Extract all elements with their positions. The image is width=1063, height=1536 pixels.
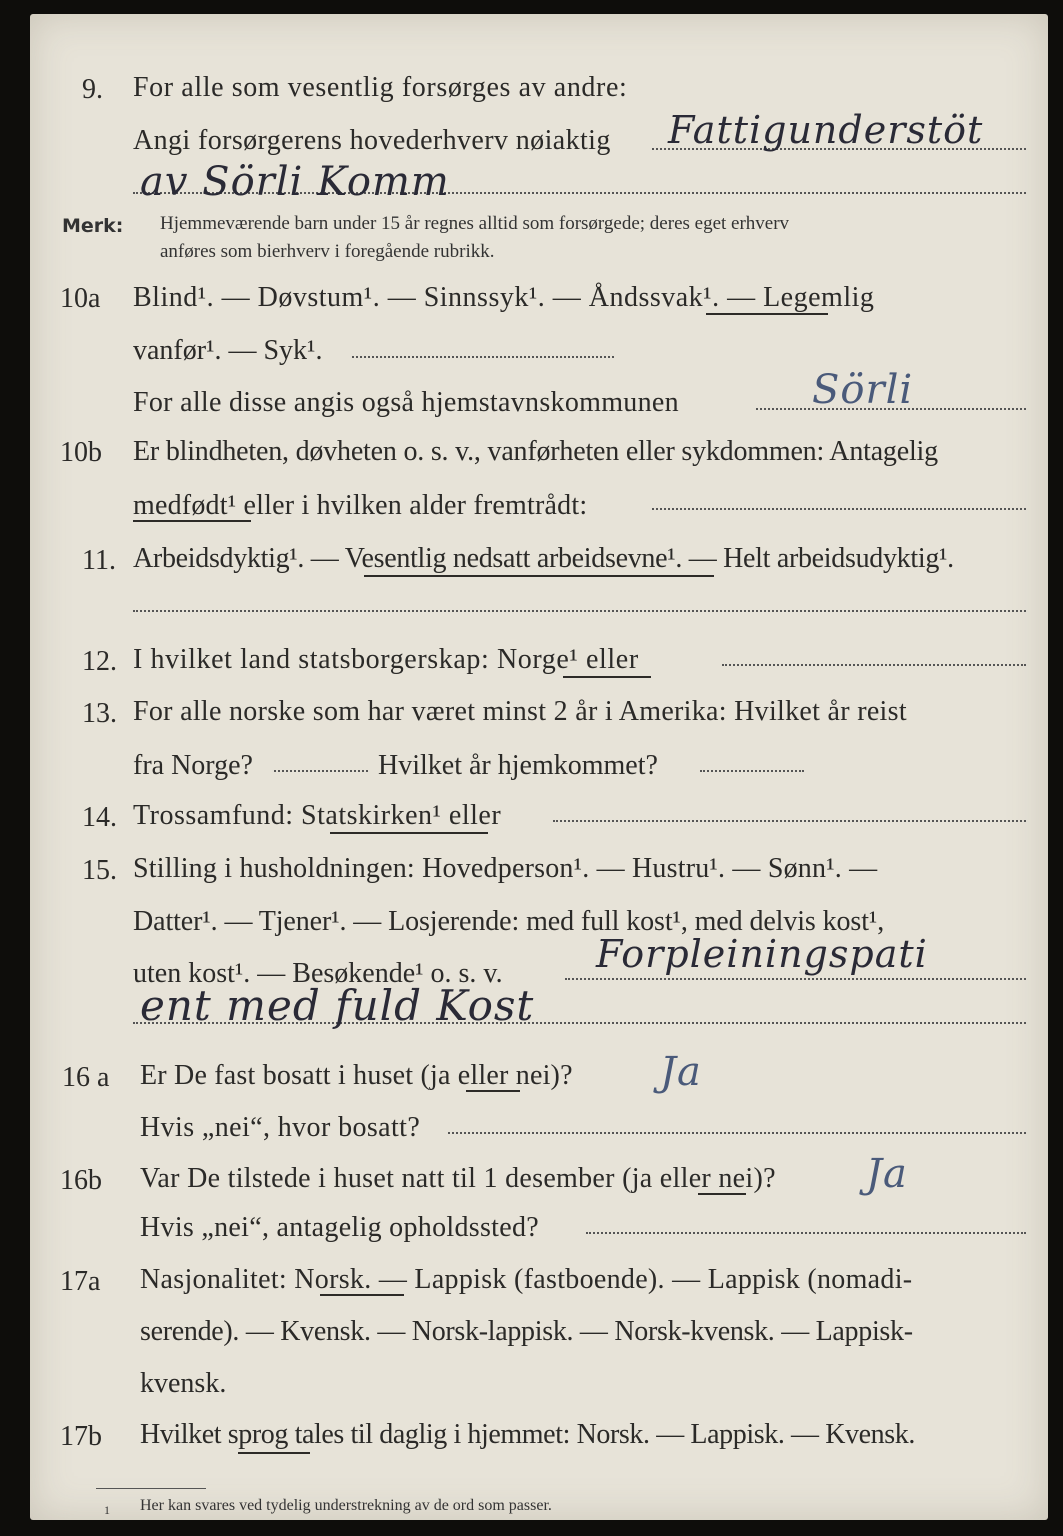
question-10b-number: 10b — [60, 437, 102, 468]
question-16a-subtext: Hvis „nei“, hvor bosatt? — [140, 1112, 421, 1143]
handwritten-answer-9b: av Sörli Komm — [140, 159, 450, 205]
question-16b-number: 16b — [60, 1165, 102, 1196]
question-10a-text: vanfør¹. — Syk¹. — [133, 335, 323, 366]
question-14-text: Trossamfund: Statskirken¹ eller — [133, 800, 502, 831]
question-17a-text: Nasjonalitet: Norsk. — Lappisk (fastboende). — Lappisk (nomadi- — [140, 1264, 913, 1295]
answer-line — [553, 820, 1026, 822]
question-11-text: Arbeidsdyktig¹. — Vesentlig nedsatt arbeidsevne¹. — Helt arbeidsudyktig¹. — [133, 543, 954, 574]
answer-line — [722, 664, 1026, 666]
question-17a-number: 17a — [60, 1266, 101, 1297]
underline-mark — [238, 1452, 310, 1454]
question-15-text: Stilling i husholdningen: Hovedperson¹. — Hustru¹. — Sønn¹. — — [133, 853, 878, 884]
question-10a-subtext: For alle disse angis også hjemstavnskommunen — [133, 387, 679, 418]
question-9-number: 9. — [82, 74, 103, 105]
answer-line — [652, 508, 1026, 510]
question-16a-text: Er De fast bosatt i huset (ja eller nei)? — [140, 1060, 573, 1091]
handwritten-answer-15b: ent med fuld Kost — [140, 981, 535, 1030]
footnote-mark: 1 — [104, 1503, 110, 1517]
underline-mark — [133, 520, 251, 522]
question-16b-subtext: Hvis „nei“, antagelig opholdssted? — [140, 1212, 539, 1243]
note-label: Merk: — [62, 215, 124, 237]
question-12-number: 12. — [82, 646, 117, 677]
question-17a-text: serende). — Kvensk. — Norsk-lappisk. — Norsk-kvensk. — Lappisk- — [140, 1316, 913, 1347]
note-text: Hjemmeværende barn under 15 år regnes alltid som forsørgede; deres eget erhverv — [160, 213, 790, 234]
handwritten-answer-16a: Ja — [660, 1049, 702, 1095]
question-13-text: Hvilket år hjemkommet? — [378, 750, 658, 781]
underline-mark — [466, 1090, 520, 1092]
question-13-number: 13. — [82, 698, 117, 729]
question-12-text: I hvilket land statsborgerskap: Norge¹ eller — [133, 644, 639, 675]
question-13-text: For alle norske som har været minst 2 år i Amerika: Hvilket år reist — [133, 696, 907, 727]
question-10b-text: medfødt¹ eller i hvilken alder fremtrådt: — [133, 490, 588, 521]
answer-line — [448, 1132, 1026, 1134]
answer-line — [133, 610, 1026, 612]
question-10a-text: Blind¹. — Døvstum¹. — Sinnssyk¹. — Åndssvak¹. — Legemlig — [133, 282, 875, 313]
question-15-text: Datter¹. — Tjener¹. — Losjerende: med full kost¹, med delvis kost¹, — [133, 906, 885, 937]
underline-mark — [563, 676, 651, 678]
question-15-text: uten kost¹. — Besøkende¹ o. s. v. — [133, 958, 503, 989]
handwritten-answer-10a: Sörli — [812, 367, 914, 413]
answer-line — [352, 356, 614, 358]
question-9-subtext: Angi forsørgerens hovederhverv nøiaktig — [133, 125, 611, 156]
underline-mark — [364, 575, 714, 577]
question-17b-text: Hvilket sprog tales til daglig i hjemmet: Norsk. — Lappisk. — Kvensk. — [140, 1419, 915, 1450]
footnote-rule — [96, 1488, 206, 1489]
handwritten-answer-15a: Forpleiningspati — [596, 932, 928, 976]
handwritten-answer-9a: Fattigunderstöt — [668, 108, 984, 152]
answer-line — [274, 770, 368, 772]
question-9-text: For alle som vesentlig forsørges av andre: — [133, 72, 628, 103]
note-text: anføres som bierhverv i foregående rubrikk. — [160, 241, 495, 262]
question-16a-number: 16 a — [62, 1062, 110, 1093]
question-17a-text: kvensk. — [140, 1368, 227, 1399]
question-17b-number: 17b — [60, 1421, 102, 1452]
handwritten-answer-16b: Ja — [866, 1151, 908, 1197]
answer-line — [700, 770, 804, 772]
question-14-number: 14. — [82, 802, 117, 833]
underline-mark — [706, 313, 828, 315]
footnote-text: Her kan svares ved tydelig understrekning av de ord som passer. — [140, 1497, 552, 1514]
question-10b-text: Er blindheten, døvheten o. s. v., vanførheten eller sykdommen: Antagelig — [133, 436, 938, 467]
underline-mark — [698, 1193, 746, 1195]
question-13-text: fra Norge? — [133, 750, 253, 781]
answer-line — [565, 978, 1026, 980]
underline-mark — [320, 1294, 404, 1296]
question-15-number: 15. — [82, 855, 117, 886]
question-10a-number: 10a — [60, 283, 101, 314]
question-16b-text: Var De tilstede i huset natt til 1 desember (ja eller nei)? — [140, 1163, 776, 1194]
answer-line — [586, 1232, 1026, 1234]
question-11-number: 11. — [82, 545, 116, 576]
underline-mark — [330, 832, 488, 834]
